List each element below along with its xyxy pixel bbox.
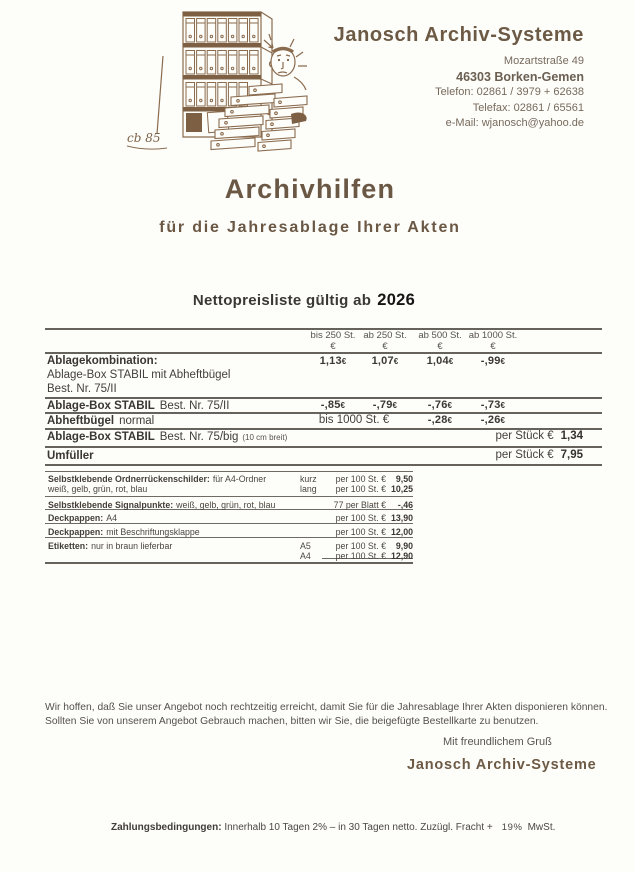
address-phone: Telefon: 02861 / 3979 + 62638 xyxy=(435,86,584,98)
pricelist-year: 2026 xyxy=(377,291,416,309)
address-block xyxy=(435,54,584,132)
col-header-4: ab 1000 St. € xyxy=(468,330,518,352)
small-price: per 100 St. € 12,90 xyxy=(335,551,413,561)
table-row-label-line2: Ablage-Box STABIL mit Abheftbügel xyxy=(47,369,231,381)
variant-label: A4 xyxy=(300,551,311,561)
signature-company: Janosch Archiv-Systeme xyxy=(407,757,597,773)
small-row-label: Selbstklebende Ordnerrückenschilder: für A4-Ordner xyxy=(48,474,267,484)
col-header-2: ab 250 St. € xyxy=(363,330,407,352)
binders-row-1 xyxy=(186,19,258,43)
rule xyxy=(45,352,602,354)
address-city: 46303 Borken-Gemen xyxy=(456,69,584,84)
small-price: per 100 St. € 10,25 xyxy=(335,484,413,494)
price-cell: -,99€ xyxy=(480,355,506,367)
small-row-label: Deckpappen: mit Beschriftungsklappe xyxy=(48,527,200,537)
closing-paragraph-line1: Wir hoffen, daß Sie unser Angebot noch rechtzeitig erreicht, damit Sie für die Jahresablage Ihrer Akten disponieren können. xyxy=(45,702,608,713)
price-cell: -,26€ xyxy=(480,414,506,426)
small-price: per 100 St. € 12,00 xyxy=(335,527,413,537)
price-cell: -,28€ xyxy=(427,414,453,426)
small-price: per 100 St. € 9,50 xyxy=(335,474,413,484)
closing-paragraph-line2: Sollten Sie von unserem Angebot Gebrauch machen, bitten wir Sie, die beigefügte Bestellkarte zu benutzen. xyxy=(45,716,539,727)
per-piece-price: per Stück € 7,95 xyxy=(495,449,583,461)
small-row-label-line2: weiß, gelb, grün, rot, blau xyxy=(48,484,148,494)
page-subtitle: für die Jahresablage Ihrer Akten xyxy=(159,219,461,236)
small-row-label: Selbstklebende Signalpunkte: weiß, gelb, grün, rot, blau xyxy=(48,500,276,510)
table-row-label: Ablagekombination: xyxy=(47,355,158,367)
vat-rate: 19% xyxy=(501,822,523,833)
pricelist-heading-text: Nettopreisliste gültig ab xyxy=(192,292,372,309)
price-cell: 1,07€ xyxy=(371,355,399,367)
payment-terms: Zahlungsbedingungen: Innerhalb 10 Tagen 2% – in 30 Tagen netto. Zuzügl. Fracht + 19% MwSt. xyxy=(111,822,556,833)
col-header-1: bis 250 St. € xyxy=(310,330,356,352)
variant-label: A5 xyxy=(300,541,311,551)
quantity-note: bis 1000 St. € xyxy=(318,414,390,426)
per-piece-price: per Stück € 1,34 xyxy=(495,430,583,442)
table-row-label: Ablage-Box STABIL Best. Nr. 75/II xyxy=(47,400,230,412)
col-header-3: ab 500 St. € xyxy=(418,330,462,352)
price-cell: 1,04€ xyxy=(426,355,454,367)
archive-shelf-illustration xyxy=(123,6,313,158)
table-row-label: Abheftbügel normal xyxy=(47,415,155,427)
rule xyxy=(45,537,413,538)
rule xyxy=(45,523,413,524)
table-row-label-line3: Best. Nr. 75/II xyxy=(47,383,117,395)
table-row-label: Ablage-Box STABIL Best. Nr. 75/big (10 cm breit) xyxy=(47,431,288,443)
rule xyxy=(45,471,413,472)
address-fax: Telefax: 02861 / 65561 xyxy=(472,101,584,114)
table-row-label: Umfüller xyxy=(47,450,94,462)
illustration-signature: cb 85 xyxy=(127,131,161,145)
address-street: Mozartstraße 49 xyxy=(503,55,584,67)
rule xyxy=(45,562,413,564)
rule xyxy=(45,446,602,448)
wall-line xyxy=(157,56,163,134)
price-cell: -,85€ xyxy=(320,399,346,411)
small-price: 77 per Blatt € -,46 xyxy=(333,500,413,510)
price-cell: 1,13€ xyxy=(319,355,347,367)
rule xyxy=(45,496,413,497)
price-cell: -,73€ xyxy=(480,399,506,411)
page-title: Archivhilfen xyxy=(224,174,396,204)
small-row-label: Deckpappen: A4 xyxy=(48,513,118,523)
small-price: per 100 St. € 13,90 xyxy=(335,513,413,523)
company-name: Janosch Archiv-Systeme xyxy=(333,24,584,46)
pricelist-heading xyxy=(0,291,608,310)
variant-label: kurz xyxy=(300,474,317,484)
binders-row-2 xyxy=(186,51,258,75)
shoe xyxy=(291,113,307,125)
cartoon-man xyxy=(264,34,307,90)
address-email: e-Mail: wjanosch@yahoo.de xyxy=(445,117,584,129)
small-row-label: Etiketten: nur in braun lieferbar xyxy=(48,541,173,551)
variant-label: lang xyxy=(300,484,317,494)
closing-greeting: Mit freundlichem Gruß xyxy=(443,736,552,748)
price-cell: -,76€ xyxy=(427,399,453,411)
price-cell: -,79€ xyxy=(372,399,398,411)
rule xyxy=(45,464,602,466)
small-price: per 100 St. € 9,90 xyxy=(335,541,413,551)
